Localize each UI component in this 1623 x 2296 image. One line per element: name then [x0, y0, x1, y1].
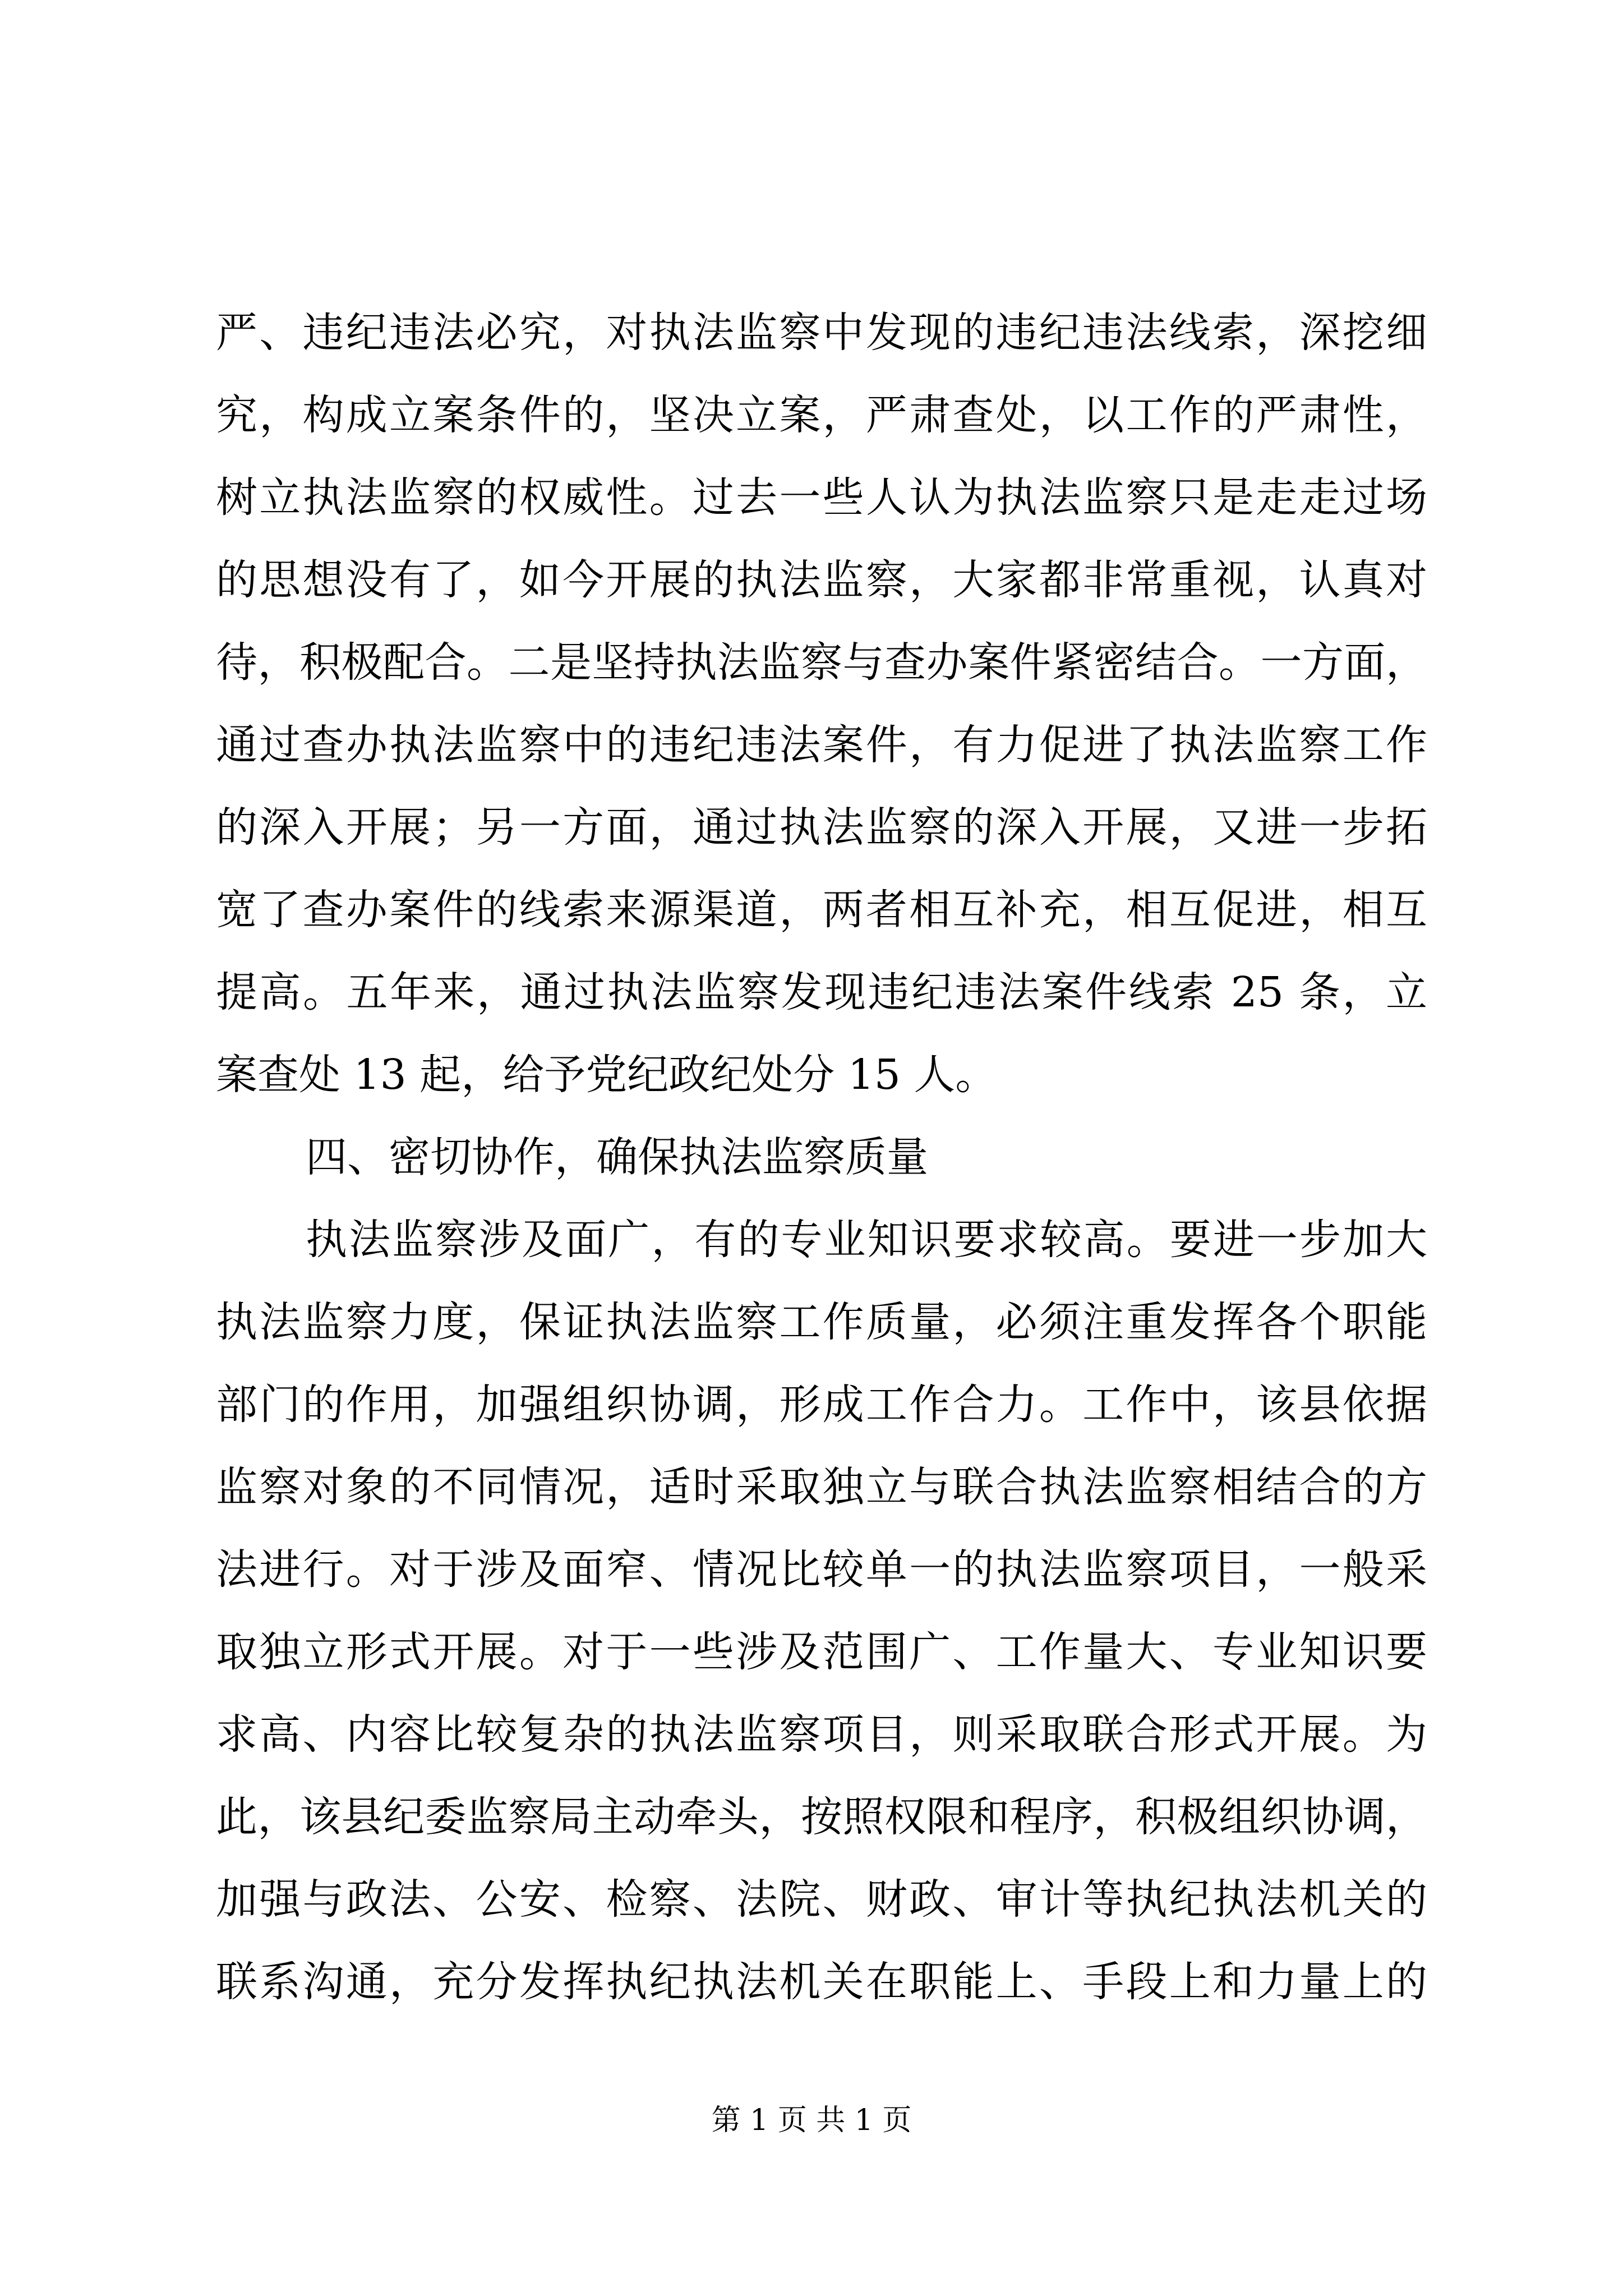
document-body: [216, 292, 1427, 2023]
text-line: 究，构成立案条件的，坚决立案，严肃查处，以工作的严肃性，: [216, 391, 1427, 439]
text-line: 部门的作用，加强组织协调，形成工作合力。工作中，该县依据: [216, 1381, 1427, 1429]
text-line: 监察对象的不同情况，适时采取独立与联合执法监察相结合的方: [216, 1463, 1427, 1511]
text-line: 树立执法监察的权威性。过去一些人认为执法监察只是走走过场: [216, 473, 1427, 522]
text-line: 提高。五年来，通过执法监察发现违纪违法案件线索 25 条，立: [216, 968, 1427, 1016]
page-footer: 第 1 页 共 1 页: [711, 2104, 912, 2137]
text-line: 案查处 13 起，给予党纪政纪处分 15 人。: [216, 1051, 997, 1099]
section-heading: 四、密切协作，确保执法监察质量: [306, 1133, 928, 1181]
text-line: 执法监察涉及面广，有的专业知识要求较高。要进一步加大: [306, 1216, 1427, 1264]
text-line: 严、违纪违法必究，对执法监察中发现的违纪违法线索，深挖细: [216, 309, 1427, 357]
text-line: 执法监察力度，保证执法监察工作质量，必须注重发挥各个职能: [216, 1298, 1427, 1346]
text-line: 加强与政法、公安、检察、法院、财政、审计等执纪执法机关的: [216, 1875, 1427, 1924]
text-line: 法进行。对于涉及面窄、情况比较单一的执法监察项目，一般采: [216, 1545, 1427, 1594]
text-line: 取独立形式开展。对于一些涉及范围广、工作量大、专业知识要: [216, 1628, 1427, 1676]
text-line: 联系沟通，充分发挥执纪执法机关在职能上、手段上和力量上的: [216, 1958, 1427, 2006]
text-line: 求高、内容比较复杂的执法监察项目，则采取联合形式开展。为: [216, 1710, 1427, 1759]
text-line: 此，该县纪委监察局主动牵头，按照权限和程序，积极组织协调，: [216, 1793, 1427, 1841]
text-line: 的深入开展；另一方面，通过执法监察的深入开展，又进一步拓: [216, 803, 1427, 852]
text-line: 待，积极配合。二是坚持执法监察与查办案件紧密结合。一方面，: [216, 638, 1427, 687]
text-line: 的思想没有了，如今开展的执法监察，大家都非常重视，认真对: [216, 556, 1427, 604]
text-line: 宽了查办案件的线索来源渠道，两者相互补充，相互促进，相互: [216, 886, 1427, 934]
text-line: 通过查办执法监察中的违纪违法案件，有力促进了执法监察工作: [216, 721, 1427, 769]
